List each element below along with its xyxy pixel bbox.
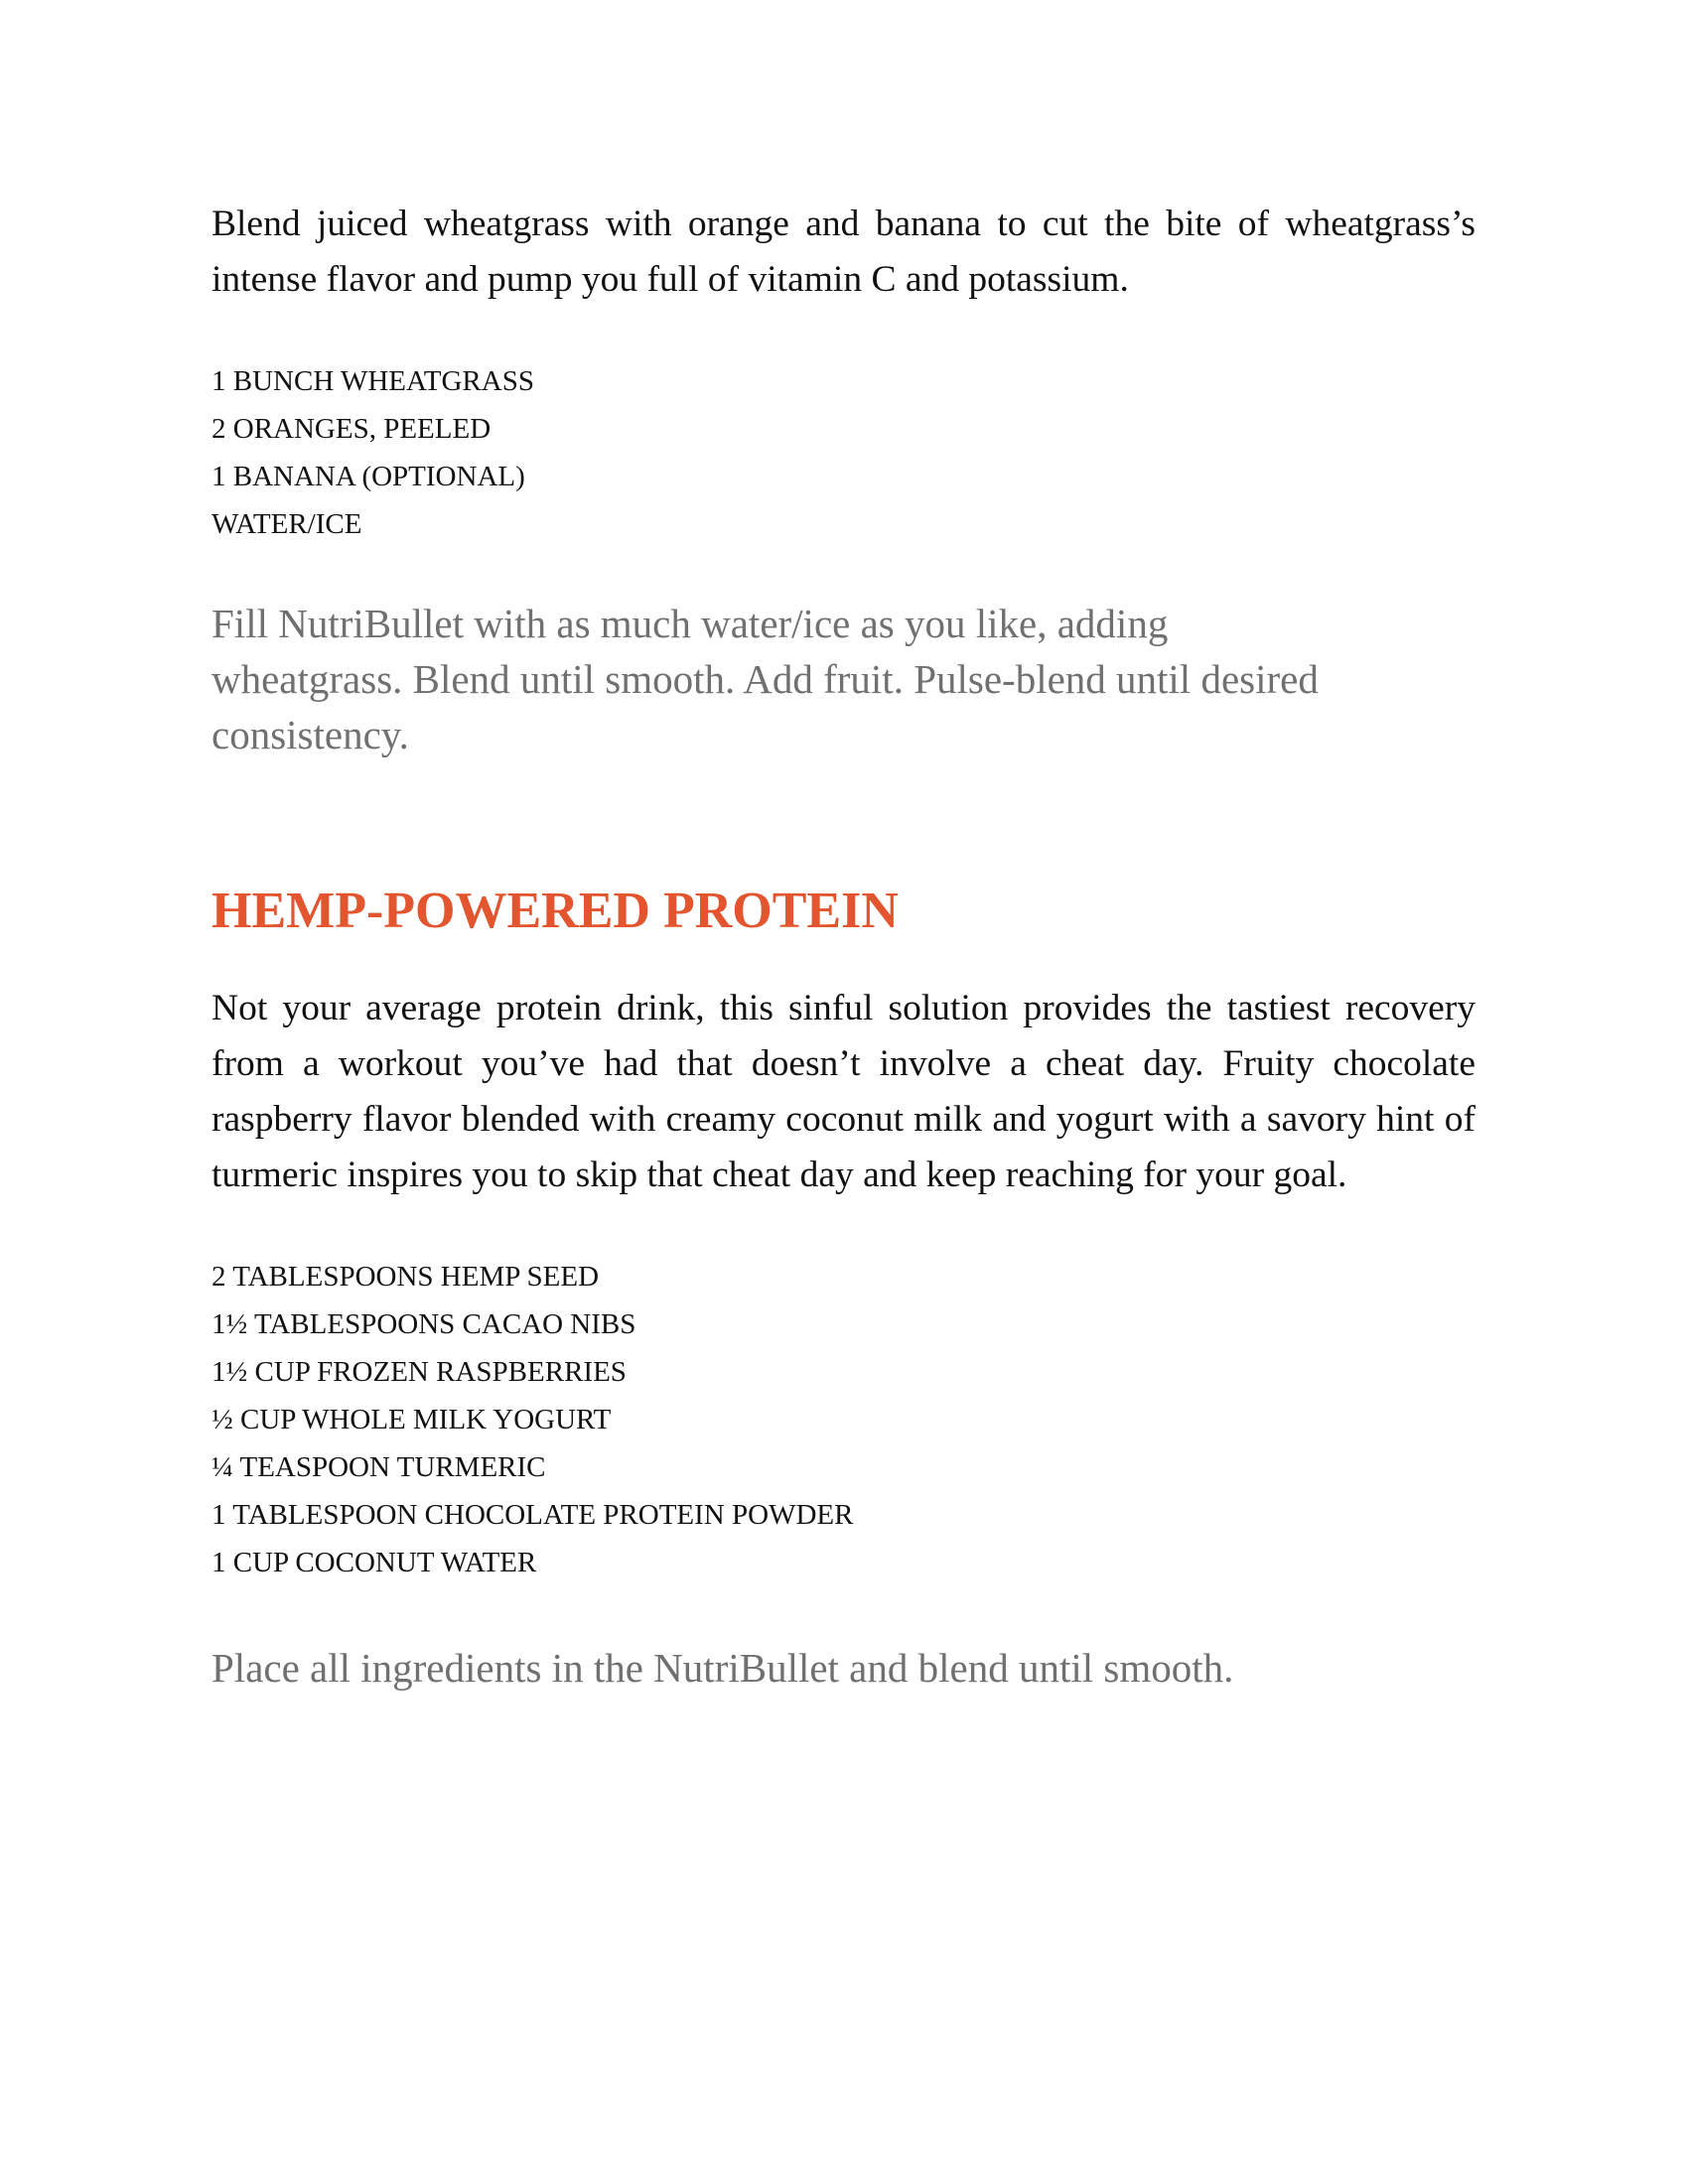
ingredient-item: 1½ CUP FROZEN RASPBERRIES bbox=[211, 1356, 627, 1388]
recipe-page bbox=[211, 197, 1476, 1696]
ingredient-item: 1½ TABLESPOONS CACAO NIBS bbox=[211, 1308, 636, 1340]
recipe-instructions: Fill NutriBullet with as much water/ice as you like, adding wheatgrass. Blend until smooth. Add fruit. Pulse-blend until desired consistency. bbox=[211, 601, 1319, 757]
ingredient-list bbox=[211, 357, 1476, 548]
ingredient-item: 1 BUNCH WHEATGRASS bbox=[211, 365, 534, 397]
ingredient-item: 2 ORANGES, PEELED bbox=[211, 413, 492, 445]
ingredient-item: WATER/ICE bbox=[211, 508, 362, 540]
ingredient-item: 1 CUP COCONUT WATER bbox=[211, 1547, 537, 1578]
ingredient-item: 1 BANANA (OPTIONAL) bbox=[211, 461, 525, 492]
recipe-instructions: Place all ingredients in the NutriBullet and blend until smooth. bbox=[211, 1645, 1234, 1691]
recipe-intro-paragraph: Not your average protein drink, this sinful solution provides the tastiest recovery from a workout you’ve had that doesn’t involve a cheat day. Fruity chocolate raspberry flavor blended with creamy coconut milk and yogurt with a savory hint of turmeric inspires you to skip that cheat day and keep reaching for your goal. bbox=[211, 988, 1476, 1195]
recipe-intro-paragraph: Blend juiced wheatgrass with orange and banana to cut the bite of wheatgrass’s intense flavor and pump you full of vitamin C and potassium. bbox=[211, 204, 1476, 300]
recipe-title: HEMP-POWERED PROTEIN bbox=[211, 883, 899, 939]
ingredient-item: ¼ TEASPOON TURMERIC bbox=[211, 1451, 546, 1483]
ingredient-item: 1 TABLESPOON CHOCOLATE PROTEIN POWDER bbox=[211, 1499, 854, 1531]
ingredient-item: 2 TABLESPOONS HEMP SEED bbox=[211, 1261, 600, 1293]
ingredient-list bbox=[211, 1253, 1476, 1586]
ingredient-item: ½ CUP WHOLE MILK YOGURT bbox=[211, 1404, 612, 1435]
